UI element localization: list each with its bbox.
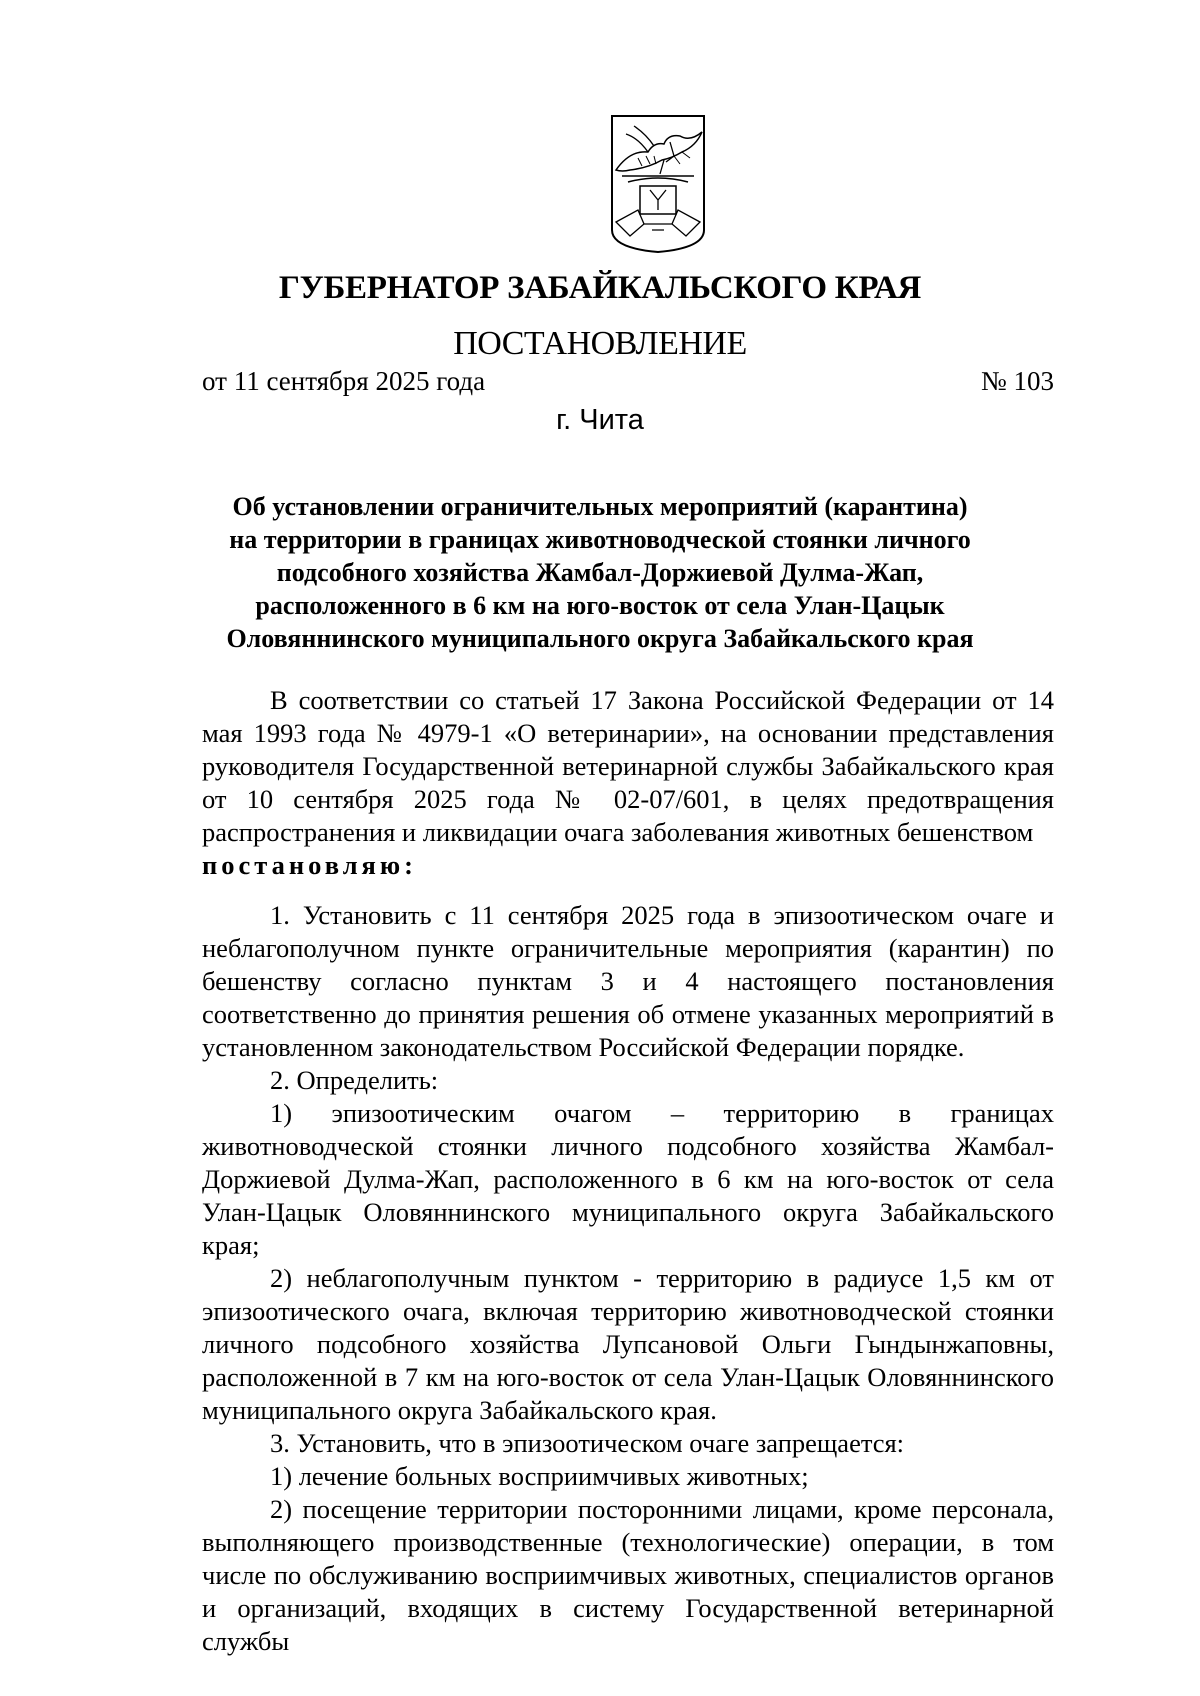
document-title (210, 490, 990, 655)
decree-word: постановляю: (202, 850, 417, 880)
body-paragraph: 2) неблагополучным пунктом - территорию в радиусе 1,5 км от эпизоотического очага, включая территорию животноводческой стоянки личного подсобного хозяйства Лупсановой Ольги Гындынжаповны, расположенной в 7 км на юго-восток от села Улан-Цацык Оловяннинского муниципального округа Забайкальского края. (202, 1263, 1054, 1425)
document-body (202, 684, 1054, 1658)
body-paragraph: 1. Установить с 11 сентября 2025 года в эпизоотическом очаге и неблагополучном пункте ограничительные мероприятия (карантин) по бешенству согласно пунктам 3 и 4 настоящего постановления соответственно до принятия решения об отмене указанных мероприятий в установленном законодательством Российской Федерации порядке. (202, 900, 1054, 1062)
issuing-authority: ГУБЕРНАТОР ЗАБАЙКАЛЬСКОГО КРАЯ (278, 270, 922, 306)
title-line: расположенного в 6 км на юго-восток от села Улан-Цацык (255, 591, 945, 620)
body-paragraph: 2) посещение территории посторонними лицами, кроме персонала, выполняющего производственные (технологические) операции, в том числе по обслуживанию восприимчивых животных, специалистов органов и организаций, входящих в систему Государственной ветеринарной службы (202, 1494, 1054, 1656)
body-paragraph: 1) лечение больных восприимчивых животных; (270, 1461, 809, 1491)
document-type: ПОСТАНОВЛЕНИЕ (453, 325, 747, 362)
coat-of-arms-icon (608, 112, 708, 254)
body-paragraph: 1) эпизоотическим очагом – территорию в границах животноводческой стоянки личного подсобного хозяйства Жамбал-Доржиевой Дулма-Жап, расположенного в 6 км на юго-восток от села Улан-Цацык Оловяннинского муниципального округа Забайкальского края; (202, 1098, 1054, 1260)
document-date: от 11 сентября 2025 года (202, 366, 486, 396)
preamble-paragraph: В соответствии со статьей 17 Закона Российской Федерации от 14 мая 1993 года № 4979-1 «О ветеринарии», на основании представления руководителя Государственной ветеринарной службы Забайкальского края от 10 сентября 2025 года № 02-07/601, в целях предотвращения распространения и ликвидации очага заболевания животных бешенством (202, 685, 1054, 847)
document-number: № 103 (980, 366, 1054, 396)
title-line: на территории в границах животноводческой стоянки личного (229, 525, 971, 554)
document-city: г. Чита (556, 404, 644, 436)
title-line: Оловяннинского муниципального округа Забайкальского края (226, 624, 974, 653)
title-line: подсобного хозяйства Жамбал-Доржиевой Дулма-Жап, (276, 558, 924, 587)
title-line: Об установлении ограничительных мероприятий (карантина) (232, 492, 968, 521)
body-paragraph: 2. Определить: (270, 1065, 439, 1095)
body-paragraph: 3. Установить, что в эпизоотическом очаге запрещается: (270, 1428, 905, 1458)
